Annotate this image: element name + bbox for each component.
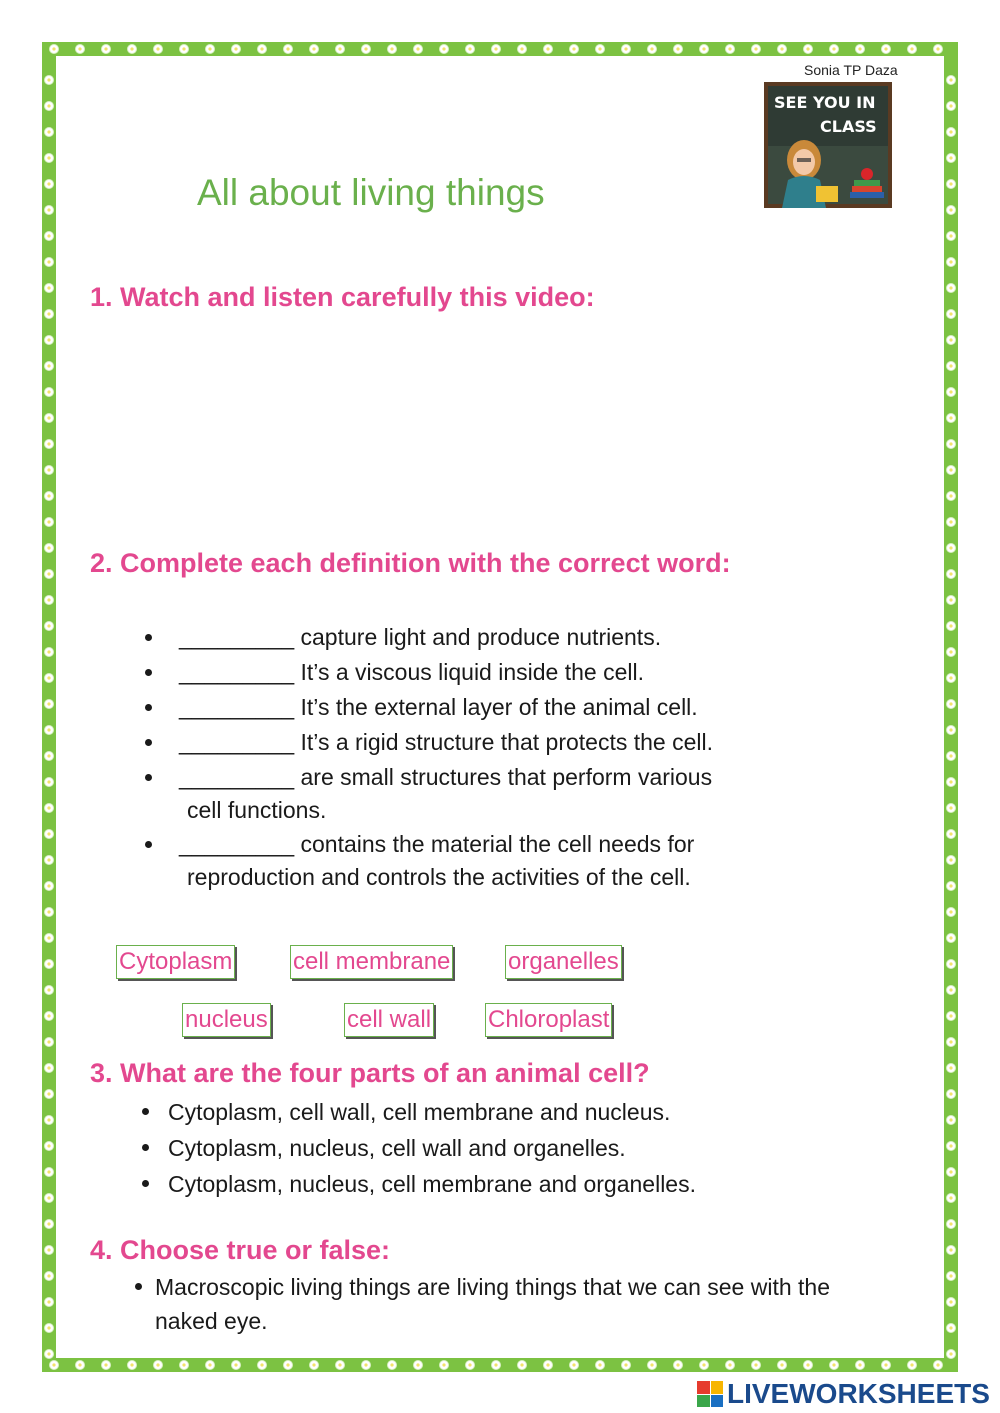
list-item[interactable]: Macroscopic living things are living things that we can see with the naked eye. (133, 1270, 945, 1338)
section-3-heading (90, 1058, 650, 1089)
section-3-text: What are the four parts of an animal cell? (120, 1058, 650, 1088)
list-item: _________ capture light and produce nutrients. (145, 620, 845, 655)
bullet-icon (145, 704, 152, 711)
page-title: All about living things (197, 172, 545, 213)
word-chip-cytoplasm[interactable]: Cytoplasm (116, 945, 235, 979)
section-2-text: Complete each definition with the correct word: (120, 548, 731, 578)
bullet-icon (145, 634, 152, 641)
word-chip-cell-wall[interactable]: cell wall (344, 1003, 434, 1037)
section-4-text: Choose true or false: (120, 1235, 391, 1265)
section-1-number: 1. (90, 282, 113, 312)
q3-options-list (140, 1094, 900, 1202)
list-item: _________ It’s a viscous liquid inside the cell. (145, 655, 845, 690)
section-1-heading (90, 282, 595, 313)
badge-line2: CLASS (820, 117, 877, 136)
list-item[interactable]: Cytoplasm, nucleus, cell membrane and organelles. (140, 1166, 900, 1202)
liveworksheets-logo (697, 1378, 990, 1410)
list-item[interactable]: Cytoplasm, cell wall, cell membrane and nucleus. (140, 1094, 900, 1130)
section-1-text: Watch and listen carefully this video: (120, 282, 595, 312)
bullet-icon (142, 1180, 149, 1187)
list-item: _________ It’s a rigid structure that protects the cell. (145, 725, 845, 760)
bullet-icon (145, 774, 152, 781)
bullet-icon (145, 739, 152, 746)
list-item[interactable]: Cytoplasm, nucleus, cell wall and organelles. (140, 1130, 900, 1166)
logo-icon (697, 1381, 723, 1407)
badge-line1: SEE YOU IN (774, 93, 876, 112)
bullet-icon (145, 841, 152, 848)
word-chip-cell-membrane[interactable]: cell membrane (290, 945, 453, 979)
word-chip-nucleus[interactable]: nucleus (182, 1003, 271, 1037)
section-4-number: 4. (90, 1235, 113, 1265)
bullet-icon (142, 1144, 149, 1151)
list-item: _________ It’s the external layer of the animal cell. (145, 690, 845, 725)
section-4-heading (90, 1235, 390, 1266)
bullet-icon (135, 1283, 142, 1290)
bullet-icon (142, 1108, 149, 1115)
section-2-heading (90, 548, 731, 579)
author-name: Sonia TP Daza (804, 62, 898, 78)
q4-statements-list (133, 1270, 945, 1338)
logo-text: LIVEWORKSHEETS (727, 1378, 990, 1409)
list-item: _________ are small structures that perform various cell functions. (145, 760, 845, 827)
section-3-number: 3. (90, 1058, 113, 1088)
word-chip-chloroplast[interactable]: Chloroplast (485, 1003, 612, 1037)
word-chip-organelles[interactable]: organelles (505, 945, 622, 979)
see-you-in-class-illustration (764, 82, 892, 208)
list-item: _________ contains the material the cell needs for reproduction and controls the activities of the cell. (145, 827, 845, 894)
section-2-number: 2. (90, 548, 113, 578)
definitions-list (145, 620, 845, 894)
bullet-icon (145, 669, 152, 676)
